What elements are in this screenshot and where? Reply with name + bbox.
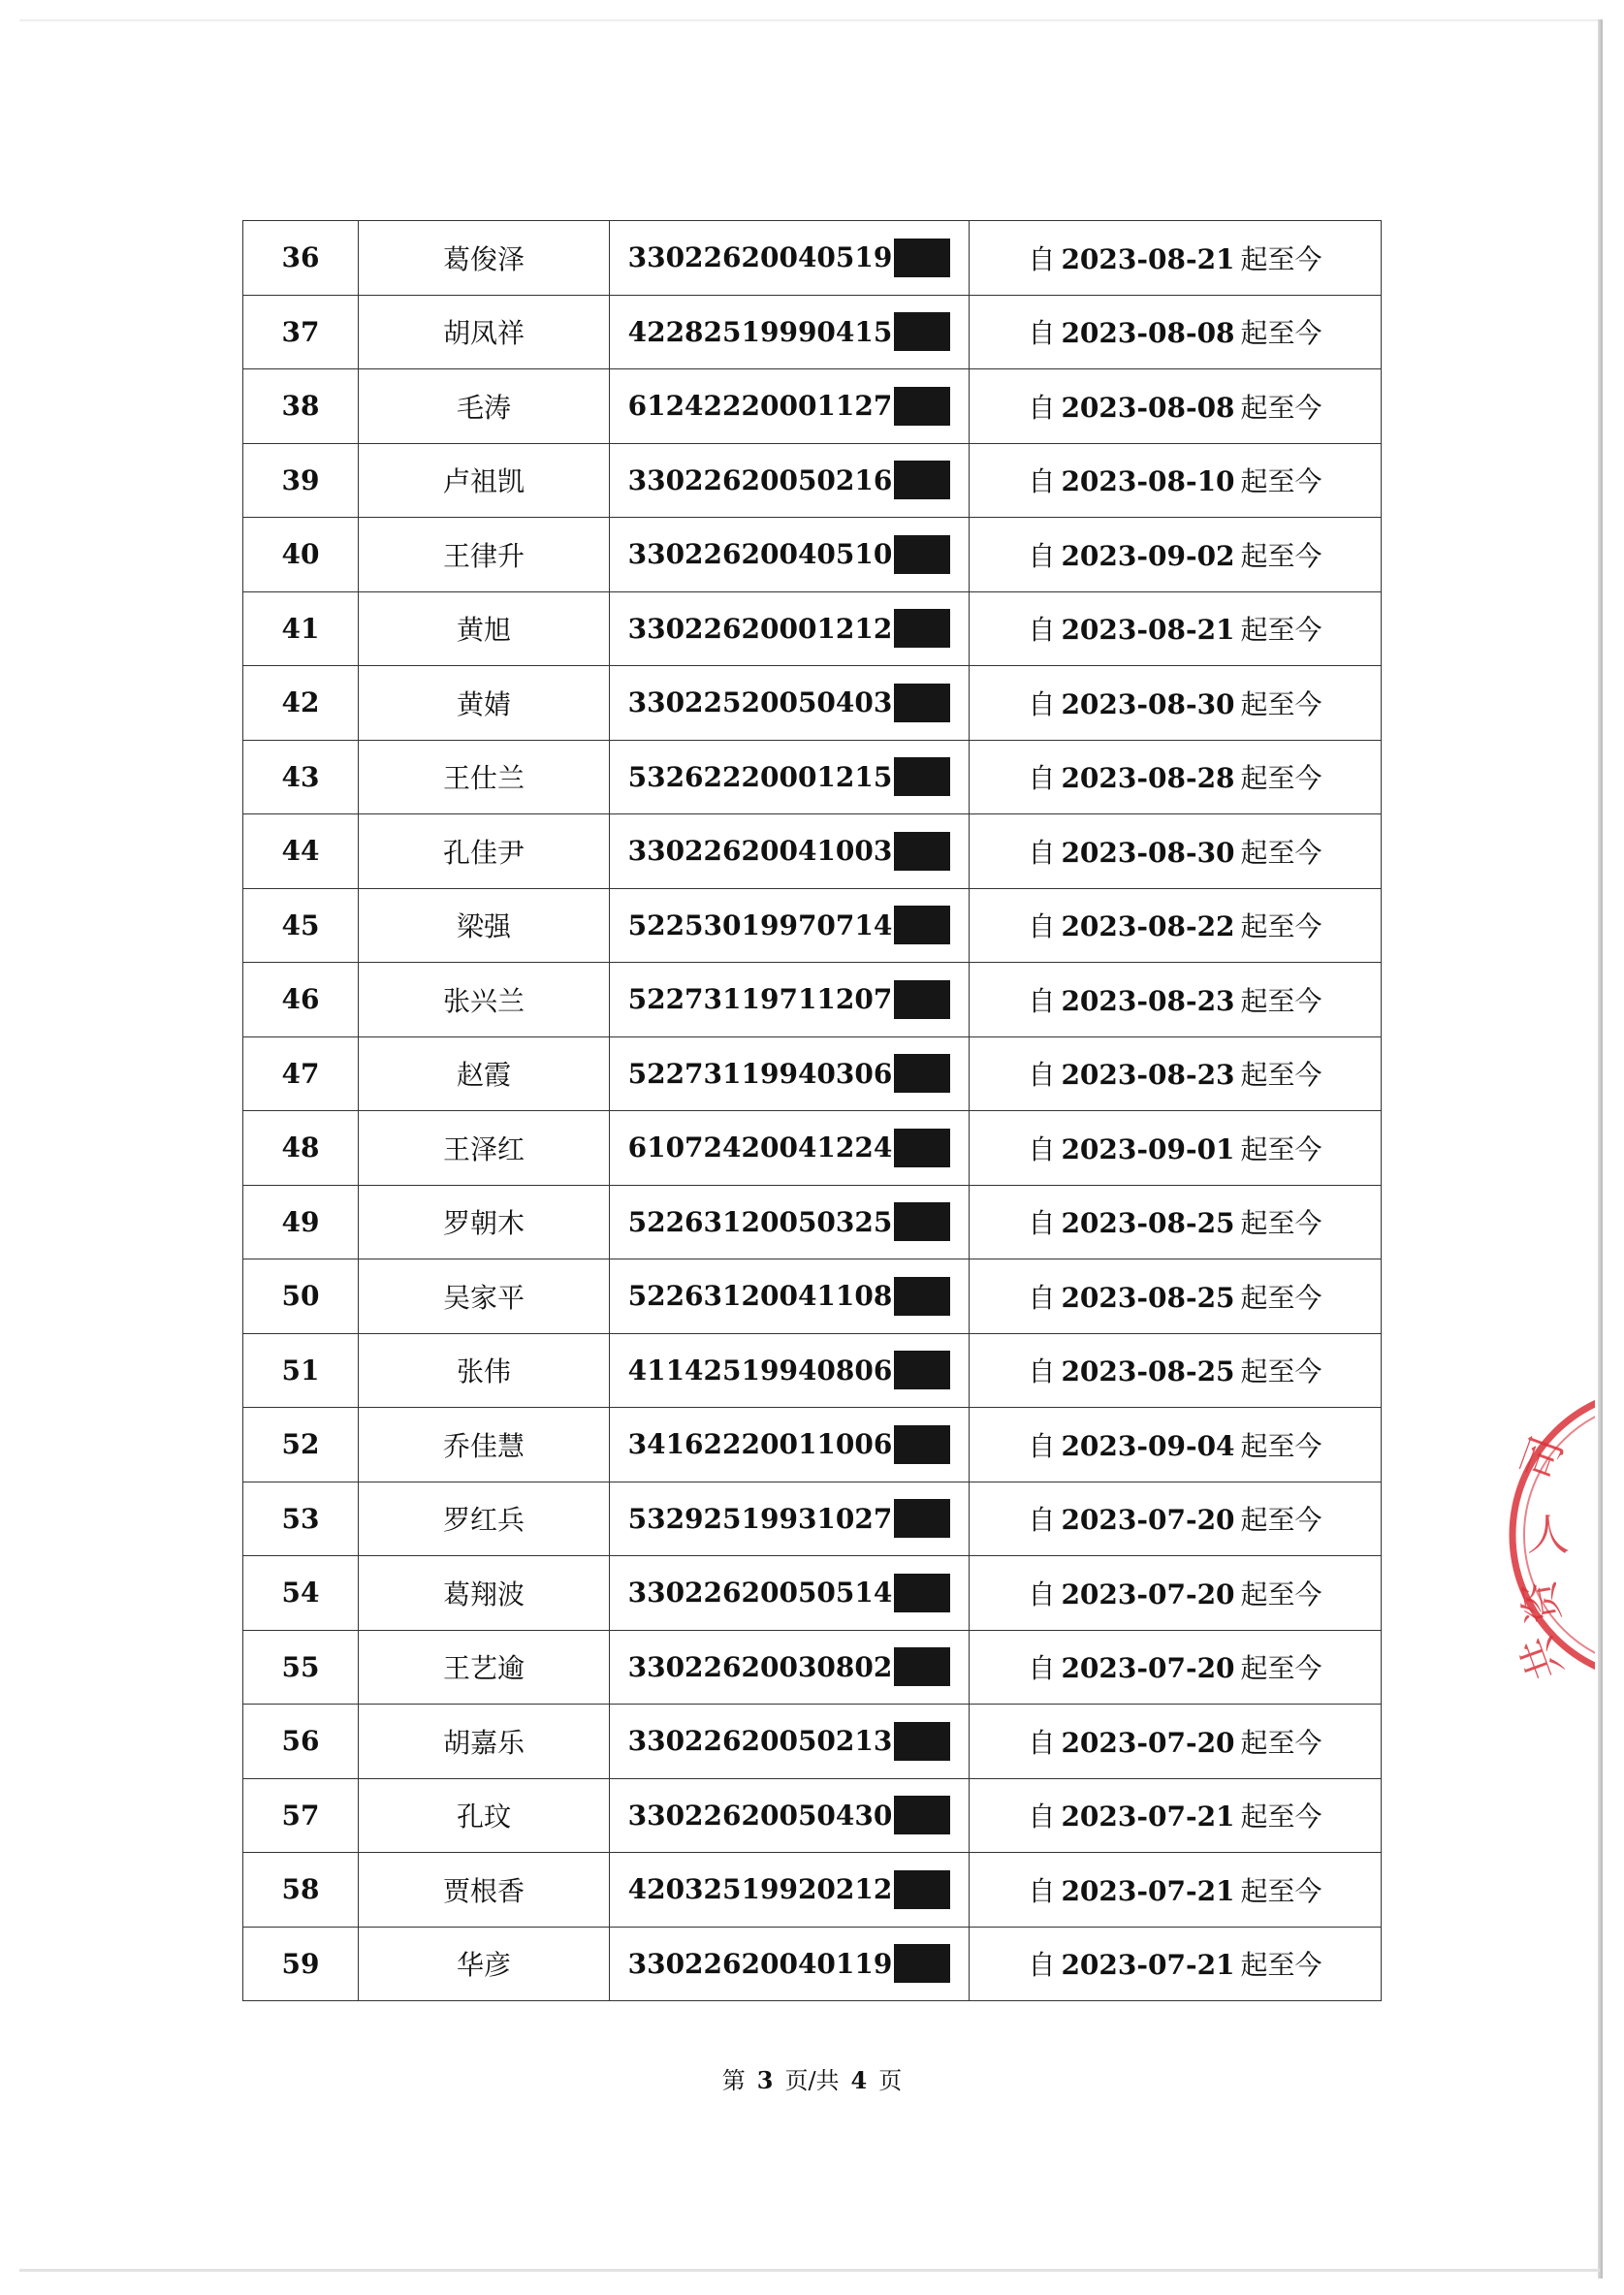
start-date-cell <box>970 1259 1382 1334</box>
date-suffix: 起至今 <box>1240 910 1322 943</box>
id-number: 53262220001215 <box>627 760 893 793</box>
id-number-cell <box>610 814 970 889</box>
redaction-block <box>894 461 950 499</box>
redaction-block <box>894 535 950 574</box>
id-number-cell <box>610 591 970 666</box>
seal-char: 司 <box>1512 1430 1574 1487</box>
start-date: 2023-08-25 <box>1061 1281 1235 1314</box>
redaction-block <box>894 312 950 351</box>
id-number-cell <box>610 1778 970 1853</box>
page-bottom-edge <box>19 2269 1600 2272</box>
id-number: 41142519940806 <box>627 1354 893 1387</box>
person-name: 贾根香 <box>359 1853 610 1928</box>
start-date: 2023-08-23 <box>1061 1059 1235 1092</box>
date-suffix: 起至今 <box>1240 391 1322 424</box>
start-date: 2023-09-04 <box>1061 1429 1235 1462</box>
date-suffix: 起至今 <box>1240 687 1322 720</box>
start-date-cell <box>970 888 1382 963</box>
date-suffix: 起至今 <box>1240 614 1322 647</box>
id-number: 33022620030802 <box>627 1650 893 1683</box>
row-number: 48 <box>243 1111 359 1186</box>
date-prefix: 自 <box>1028 391 1056 424</box>
table-row <box>243 1927 1382 2001</box>
id-number: 52273119711207 <box>627 983 893 1016</box>
row-number: 58 <box>243 1853 359 1928</box>
table-row <box>243 1036 1382 1111</box>
redaction-block <box>894 1054 950 1093</box>
id-number: 42032519920212 <box>627 1873 893 1906</box>
id-number: 33022620050216 <box>627 463 893 496</box>
date-prefix: 自 <box>1028 1281 1056 1314</box>
start-date-cell <box>970 1185 1382 1259</box>
seal-char: 人 <box>1527 1511 1570 1560</box>
date-prefix: 自 <box>1028 1355 1056 1388</box>
id-number-cell <box>610 1111 970 1186</box>
date-prefix: 自 <box>1028 1132 1056 1165</box>
person-name: 罗朝木 <box>359 1185 610 1259</box>
table-row <box>243 518 1382 592</box>
row-number: 45 <box>243 888 359 963</box>
id-number: 52263120041108 <box>627 1280 893 1313</box>
date-suffix: 起至今 <box>1240 1059 1322 1092</box>
roster-table-body <box>243 221 1382 2001</box>
id-number-cell <box>610 1705 970 1779</box>
person-name: 张兴兰 <box>359 963 610 1037</box>
row-number: 51 <box>243 1333 359 1408</box>
person-name: 赵霞 <box>359 1036 610 1111</box>
redaction-block <box>894 1944 950 1983</box>
person-name: 孔玟 <box>359 1778 610 1853</box>
date-prefix: 自 <box>1028 836 1056 869</box>
footer-suffix: 页 <box>878 2067 903 2094</box>
date-prefix: 自 <box>1028 1429 1056 1462</box>
id-number-cell <box>610 1408 970 1482</box>
date-prefix: 自 <box>1028 1578 1056 1610</box>
id-number-cell <box>610 963 970 1037</box>
id-number: 33022620040519 <box>627 241 893 274</box>
id-number: 33022620050514 <box>627 1577 893 1610</box>
start-date: 2023-08-21 <box>1061 242 1235 275</box>
start-date: 2023-08-10 <box>1061 465 1235 498</box>
start-date: 2023-08-28 <box>1061 762 1235 795</box>
start-date: 2023-08-25 <box>1061 1207 1235 1240</box>
start-date-cell <box>970 814 1382 889</box>
start-date-cell <box>970 1778 1382 1853</box>
redaction-block <box>894 906 950 944</box>
person-name: 张伟 <box>359 1333 610 1408</box>
redaction-block <box>894 980 950 1019</box>
start-date: 2023-07-21 <box>1061 1801 1235 1833</box>
row-number: 39 <box>243 443 359 518</box>
row-number: 41 <box>243 591 359 666</box>
person-name: 乔佳慧 <box>359 1408 610 1482</box>
start-date-cell <box>970 221 1382 296</box>
start-date-cell <box>970 295 1382 369</box>
start-date-cell <box>970 443 1382 518</box>
redaction-block <box>894 684 950 722</box>
row-number: 53 <box>243 1482 359 1556</box>
row-number: 47 <box>243 1036 359 1111</box>
row-number: 36 <box>243 221 359 296</box>
person-name: 吴家平 <box>359 1259 610 1334</box>
start-date-cell <box>970 1111 1382 1186</box>
table-row <box>243 295 1382 369</box>
row-number: 40 <box>243 518 359 592</box>
start-date: 2023-07-21 <box>1061 1874 1235 1907</box>
redaction-block <box>894 832 950 871</box>
date-prefix: 自 <box>1028 910 1056 943</box>
date-suffix: 起至今 <box>1240 1355 1322 1388</box>
start-date: 2023-08-21 <box>1061 614 1235 647</box>
start-date: 2023-07-20 <box>1061 1504 1235 1537</box>
date-prefix: 自 <box>1028 984 1056 1017</box>
date-suffix: 起至今 <box>1240 1207 1322 1240</box>
date-suffix: 起至今 <box>1240 1652 1322 1685</box>
row-number: 56 <box>243 1705 359 1779</box>
id-number-cell <box>610 1333 970 1408</box>
id-number: 61072420041224 <box>627 1132 893 1164</box>
start-date-cell <box>970 666 1382 741</box>
table-row <box>243 1259 1382 1334</box>
date-suffix: 起至今 <box>1240 465 1322 498</box>
date-prefix: 自 <box>1028 762 1056 795</box>
start-date: 2023-08-23 <box>1061 984 1235 1017</box>
person-name: 王仕兰 <box>359 740 610 814</box>
date-suffix: 起至今 <box>1240 984 1322 1017</box>
person-name: 卢祖凯 <box>359 443 610 518</box>
table-row <box>243 1482 1382 1556</box>
id-number-cell <box>610 1630 970 1705</box>
table-row <box>243 740 1382 814</box>
start-date-cell <box>970 963 1382 1037</box>
date-prefix: 自 <box>1028 1801 1056 1833</box>
person-name: 胡嘉乐 <box>359 1705 610 1779</box>
person-name: 王泽红 <box>359 1111 610 1186</box>
start-date-cell <box>970 1556 1382 1631</box>
table-row <box>243 963 1382 1037</box>
id-number-cell <box>610 1482 970 1556</box>
row-number: 43 <box>243 740 359 814</box>
id-number-cell <box>610 221 970 296</box>
id-number-cell <box>610 888 970 963</box>
row-number: 54 <box>243 1556 359 1631</box>
id-number-cell <box>610 1036 970 1111</box>
id-number: 52253019970714 <box>627 908 893 941</box>
date-prefix: 自 <box>1028 317 1056 350</box>
start-date-cell <box>970 591 1382 666</box>
redaction-block <box>894 1202 950 1241</box>
person-name: 黄婧 <box>359 666 610 741</box>
start-date: 2023-09-02 <box>1061 539 1235 572</box>
footer-middle: 页/共 <box>784 2067 840 2094</box>
date-suffix: 起至今 <box>1240 539 1322 572</box>
start-date-cell <box>970 1630 1382 1705</box>
red-seal-stamp <box>1508 1375 1624 1695</box>
id-number: 33022620041003 <box>627 835 893 868</box>
id-number: 33022620050213 <box>627 1725 893 1758</box>
id-number: 42282519990415 <box>627 315 893 348</box>
id-number: 34162220011006 <box>627 1428 893 1461</box>
date-prefix: 自 <box>1028 465 1056 498</box>
table-row <box>243 1705 1382 1779</box>
redaction-block <box>894 1129 950 1167</box>
person-name: 华彦 <box>359 1927 610 2001</box>
table-row <box>243 591 1382 666</box>
id-number-cell <box>610 1556 970 1631</box>
page-footer <box>0 2061 1624 2095</box>
start-date: 2023-08-25 <box>1061 1355 1235 1388</box>
page-top-edge <box>19 19 1600 21</box>
date-suffix: 起至今 <box>1240 1801 1322 1833</box>
row-number: 44 <box>243 814 359 889</box>
table-row <box>243 1853 1382 1928</box>
date-suffix: 起至今 <box>1240 1726 1322 1759</box>
id-number-cell <box>610 443 970 518</box>
person-name: 孔佳尹 <box>359 814 610 889</box>
date-prefix: 自 <box>1028 1652 1056 1685</box>
footer-page-number: 3 <box>756 2066 774 2094</box>
table-row <box>243 1778 1382 1853</box>
redaction-block <box>894 1647 950 1686</box>
table-row <box>243 1185 1382 1259</box>
row-number: 52 <box>243 1408 359 1482</box>
row-number: 46 <box>243 963 359 1037</box>
table-row <box>243 666 1382 741</box>
start-date-cell <box>970 1853 1382 1928</box>
start-date: 2023-08-30 <box>1061 687 1235 720</box>
date-suffix: 起至今 <box>1240 242 1322 275</box>
date-prefix: 自 <box>1028 1949 1056 1982</box>
date-suffix: 起至今 <box>1240 1132 1322 1165</box>
row-number: 49 <box>243 1185 359 1259</box>
person-name: 罗红兵 <box>359 1482 610 1556</box>
redaction-block <box>894 1796 950 1834</box>
id-number: 52263120050325 <box>627 1205 893 1238</box>
start-date: 2023-07-20 <box>1061 1726 1235 1759</box>
table-row <box>243 814 1382 889</box>
person-name: 葛翔波 <box>359 1556 610 1631</box>
id-number-cell <box>610 1927 970 2001</box>
date-suffix: 起至今 <box>1240 1504 1322 1537</box>
date-prefix: 自 <box>1028 1207 1056 1240</box>
date-prefix: 自 <box>1028 614 1056 647</box>
id-number: 33022620050430 <box>627 1799 893 1832</box>
date-suffix: 起至今 <box>1240 1429 1322 1462</box>
start-date: 2023-07-20 <box>1061 1652 1235 1685</box>
person-name: 梁强 <box>359 888 610 963</box>
table-row <box>243 1333 1382 1408</box>
start-date: 2023-08-08 <box>1061 317 1235 350</box>
date-suffix: 起至今 <box>1240 836 1322 869</box>
id-number: 33022620040119 <box>627 1947 893 1980</box>
date-suffix: 起至今 <box>1240 1578 1322 1610</box>
id-number-cell <box>610 666 970 741</box>
table-row <box>243 1630 1382 1705</box>
row-number: 57 <box>243 1778 359 1853</box>
row-number: 59 <box>243 1927 359 2001</box>
table-row <box>243 369 1382 444</box>
start-date: 2023-08-30 <box>1061 836 1235 869</box>
page-right-edge <box>1598 19 1603 2279</box>
date-suffix: 起至今 <box>1240 1281 1322 1314</box>
table-row <box>243 1556 1382 1631</box>
id-number: 61242220001127 <box>627 390 893 423</box>
start-date: 2023-07-21 <box>1061 1949 1235 1982</box>
row-number: 38 <box>243 369 359 444</box>
date-prefix: 自 <box>1028 1059 1056 1092</box>
start-date: 2023-09-01 <box>1061 1132 1235 1165</box>
start-date: 2023-08-08 <box>1061 391 1235 424</box>
seal-char: 共 <box>1512 1629 1574 1686</box>
date-prefix: 自 <box>1028 687 1056 720</box>
start-date-cell <box>970 1482 1382 1556</box>
id-number-cell <box>610 1259 970 1334</box>
redaction-block <box>894 1722 950 1761</box>
date-prefix: 自 <box>1028 1874 1056 1907</box>
date-suffix: 起至今 <box>1240 1949 1322 1982</box>
start-date-cell <box>970 1408 1382 1482</box>
start-date-cell <box>970 1927 1382 2001</box>
roster-table <box>242 220 1382 2001</box>
date-suffix: 起至今 <box>1240 317 1322 350</box>
redaction-block <box>894 1425 950 1464</box>
start-date-cell <box>970 1036 1382 1111</box>
table-row <box>243 443 1382 518</box>
start-date: 2023-07-20 <box>1061 1578 1235 1610</box>
date-prefix: 自 <box>1028 539 1056 572</box>
redaction-block <box>894 1870 950 1909</box>
id-number: 53292519931027 <box>627 1502 893 1535</box>
row-number: 42 <box>243 666 359 741</box>
date-prefix: 自 <box>1028 1726 1056 1759</box>
person-name: 黄旭 <box>359 591 610 666</box>
id-number-cell <box>610 1185 970 1259</box>
start-date-cell <box>970 1705 1382 1779</box>
footer-total-pages: 4 <box>850 2066 868 2094</box>
redaction-block <box>894 1351 950 1389</box>
id-number-cell <box>610 518 970 592</box>
row-number: 50 <box>243 1259 359 1334</box>
id-number: 33022520050403 <box>627 686 893 719</box>
redaction-block <box>894 387 950 426</box>
seal-char: 资 <box>1513 1576 1571 1627</box>
table-row <box>243 1111 1382 1186</box>
id-number-cell <box>610 740 970 814</box>
id-number: 33022620001212 <box>627 612 893 645</box>
row-number: 37 <box>243 295 359 369</box>
date-prefix: 自 <box>1028 1504 1056 1537</box>
table-row <box>243 888 1382 963</box>
start-date-cell <box>970 1333 1382 1408</box>
person-name: 毛涛 <box>359 369 610 444</box>
redaction-block <box>894 1277 950 1316</box>
date-prefix: 自 <box>1028 242 1056 275</box>
person-name: 葛俊泽 <box>359 221 610 296</box>
person-name: 王律升 <box>359 518 610 592</box>
redaction-block <box>894 1574 950 1612</box>
table-row <box>243 1408 1382 1482</box>
person-name: 王艺逾 <box>359 1630 610 1705</box>
date-suffix: 起至今 <box>1240 762 1322 795</box>
redaction-block <box>894 609 950 648</box>
id-number-cell <box>610 295 970 369</box>
start-date-cell <box>970 740 1382 814</box>
redaction-block <box>894 757 950 796</box>
id-number: 33022620040510 <box>627 538 893 571</box>
row-number: 55 <box>243 1630 359 1705</box>
footer-prefix: 第 <box>721 2067 746 2094</box>
start-date-cell <box>970 369 1382 444</box>
start-date-cell <box>970 518 1382 592</box>
table-row <box>243 221 1382 296</box>
id-number-cell <box>610 1853 970 1928</box>
id-number-cell <box>610 369 970 444</box>
person-name: 胡凤祥 <box>359 295 610 369</box>
start-date: 2023-08-22 <box>1061 910 1235 943</box>
id-number: 52273119940306 <box>627 1057 893 1090</box>
date-suffix: 起至今 <box>1240 1874 1322 1907</box>
redaction-block <box>894 1499 950 1538</box>
redaction-block <box>894 239 950 277</box>
